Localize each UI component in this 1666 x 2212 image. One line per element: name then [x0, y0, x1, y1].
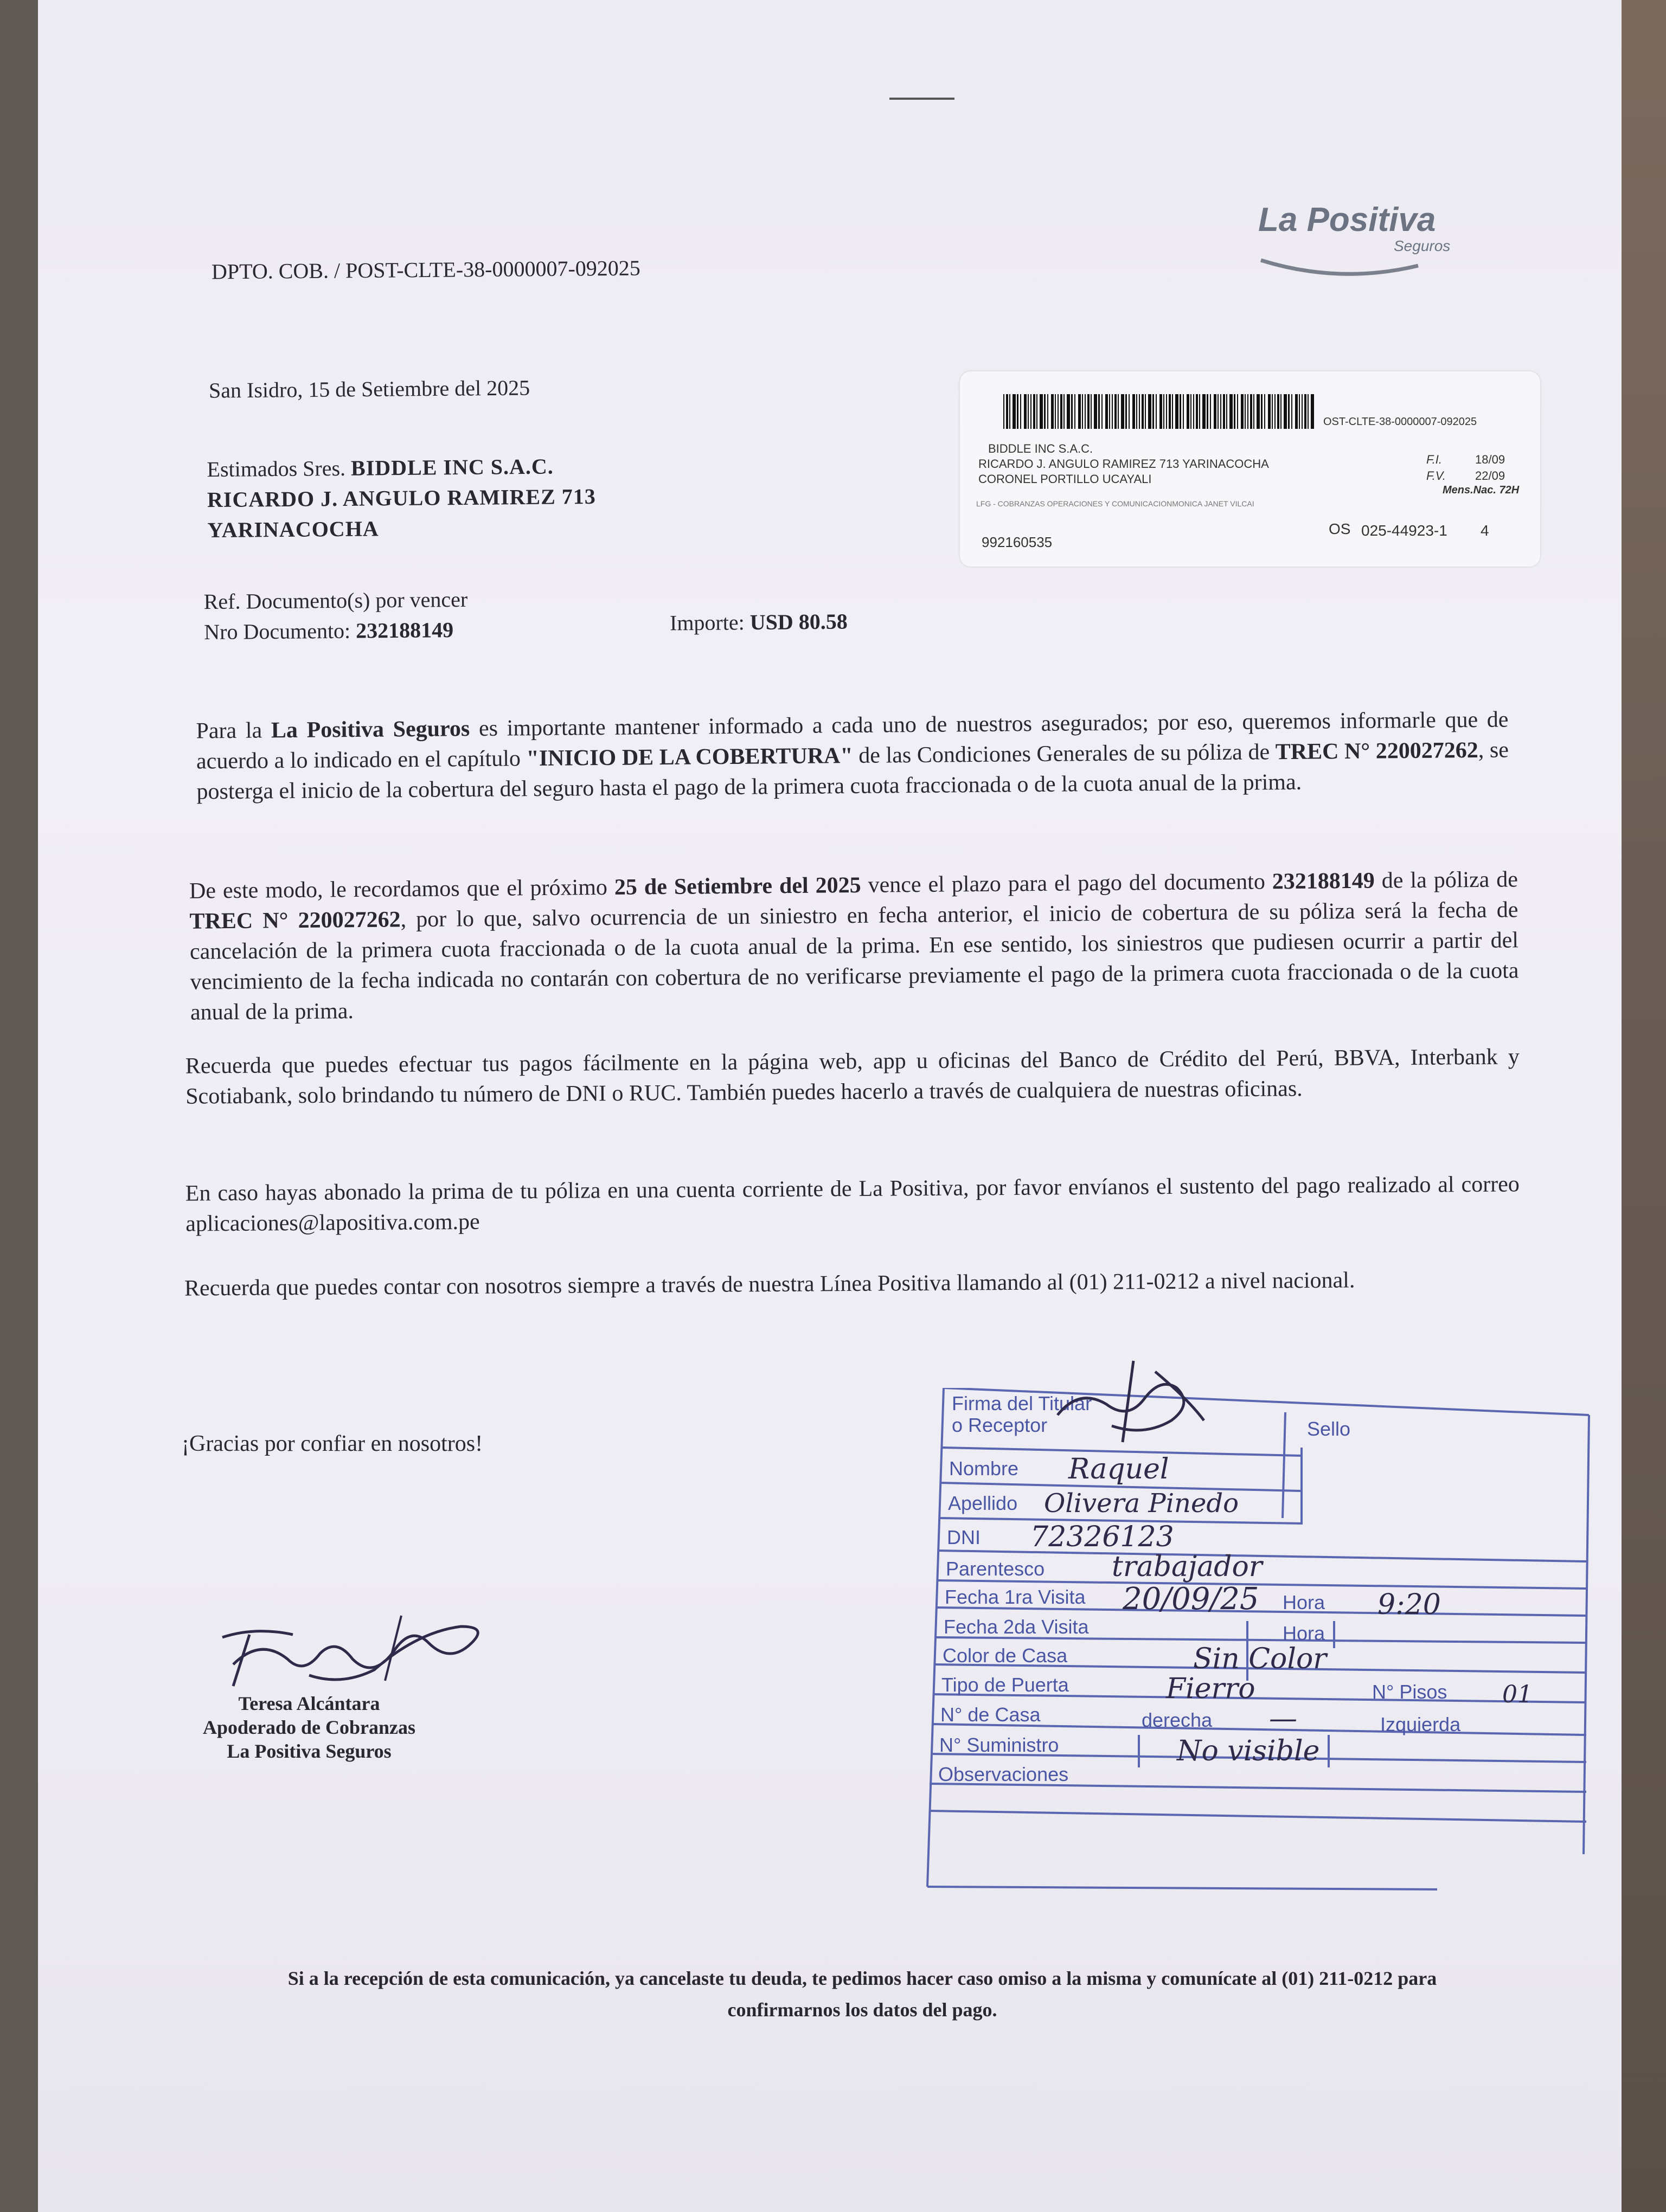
hw-color-casa: Sin Color — [1193, 1643, 1327, 1675]
body-paragraph-3: Recuerda que puedes efectuar tus pagos fácilmente en la página web, app u oficinas del Banco de Crédito del Perú, BBVA, Interbank y Scotiabank, solo brindando tu número de DNI o RUC. También puedes hacerlo a través de cualquiera de nuestras oficinas. — [185, 1044, 1520, 1109]
hw-nombre: Raquel — [1068, 1453, 1169, 1486]
label-company: BIDDLE INC S.A.C. — [988, 442, 1093, 455]
mens-code: Mens.Nac. 72H — [1443, 484, 1520, 496]
label-hora: Hora — [1283, 1591, 1325, 1613]
label-n-casa: N° de Casa — [940, 1703, 1041, 1726]
delivery-receipt-stamp — [922, 1388, 1594, 1892]
hw-dni: 72326123 — [1030, 1521, 1174, 1553]
mailing-label — [960, 371, 1540, 567]
logo-name: La Positiva — [1258, 201, 1436, 239]
label-code: OST-CLTE-38-0000007-092025 — [1323, 416, 1477, 428]
label-parentesco: Parentesco — [946, 1558, 1045, 1580]
hw-pisos: 01 — [1502, 1681, 1533, 1708]
amount-value: USD 80.58 — [749, 609, 848, 635]
recipient-block — [207, 451, 596, 545]
footer-line-2: confirmarnos los datos del pago. — [727, 1999, 997, 2021]
pen-mark — [889, 98, 954, 107]
signatory-name: Teresa Alcántara — [238, 1693, 380, 1714]
fi-label: F.I. — [1426, 453, 1442, 466]
label-line3: CORONEL PORTILLO UCAYALI — [978, 472, 1152, 486]
thanks-line: ¡Gracias por confiar en nosotros! — [182, 1431, 483, 1456]
label-area: LFG - COBRANZAS OPERACIONES Y COMUNICACIONMONICA JANET VILCAI — [976, 499, 1254, 508]
company-name: La Positiva Seguros — [271, 716, 470, 743]
hw-fecha-visita: 20/09/25 — [1123, 1581, 1259, 1617]
recipient-address: RICARDO J. ANGULO RAMIREZ 713 — [207, 484, 596, 512]
hw-n-casa: — — [1269, 1702, 1297, 1735]
os-label: OS — [1329, 520, 1351, 537]
label-color-casa: Color de Casa — [943, 1644, 1068, 1667]
receiver-signature-image — [1047, 1355, 1209, 1448]
hw-suministro: No visible — [1177, 1735, 1320, 1767]
label-fecha-1ra: Fecha 1ra Visita — [945, 1586, 1086, 1608]
body-paragraph-1: Para la La Positiva Seguros es importante mantener informado a cada uno de nuestros asegurados; por eso, queremos informarle que de acuerdo a lo indicado en el capítulo "INICIO DE LA COBERTURA" de las Condiciones Generales de su póliza de TREC N° 220027262, se posterga el inicio de la cobertura del seguro hasta el pago de la primera cuota fraccionada o de la cuota anual de la prima. — [196, 707, 1509, 805]
label-sello: Sello — [1307, 1418, 1351, 1440]
label-phone: 992160535 — [982, 534, 1053, 550]
label-receptor: o Receptor — [952, 1414, 1048, 1436]
hw-hora: 9:20 — [1377, 1589, 1441, 1621]
body-paragraph-5: Recuerda que puedes contar con nosotros siempre a través de nuestra Línea Positiva llamando al (01) 211-0212 a nivel nacional. — [184, 1268, 1355, 1301]
label-pisos: N° Pisos — [1372, 1681, 1447, 1703]
due-date: 25 de Setiembre del 2025 — [614, 872, 861, 900]
barcode — [1003, 394, 1318, 429]
footer-line-1: Si a la recepción de esta comunicación, ya cancelaste tu deuda, te pedimos hacer caso omiso a la misma y comunícate al (01) 211-0212 para — [287, 1967, 1437, 1989]
logo-subtitle: Seguros — [1394, 237, 1451, 254]
fv-label: F.V. — [1426, 469, 1446, 483]
label-dni: DNI — [947, 1526, 981, 1548]
label-nombre: Nombre — [949, 1457, 1019, 1480]
body-paragraph-2: De este modo, le recordamos que el próximo 25 de Setiembre del 2025 vence el plazo para el pago del documento 232188149 de la póliza de TREC N° 220027262, por lo que, salvo ocurrencia de un siniestro en fecha anterior, el inicio de cobertura de su póliza será la fecha de cancelación de la primera cuota fraccionada o de la cuota anual de la prima. En ese sentido, los siniestros que pudiesen ocurrir a partir del vencimiento de la fecha indicada no contarán con cobertura de no verificarse previamente el pago de la primera cuota fraccionada o de la cuota anual de la prima. — [189, 867, 1519, 1025]
reference-block — [204, 584, 468, 647]
label-fecha-2da: Fecha 2da Visita — [944, 1616, 1089, 1638]
letter-page — [38, 0, 1622, 2212]
body-paragraph-4: En caso hayas abonado la prima de tu póliza en una cuenta corriente de La Positiva, por favor envíanos el sustento del pago realizado al correo aplicaciones@lapositiva.com.pe — [185, 1172, 1520, 1237]
signature-image — [212, 1605, 494, 1697]
label-izquierda: Izquierda — [1380, 1713, 1461, 1735]
amount-line — [670, 607, 848, 639]
doc-number: 232188149 — [355, 618, 454, 643]
label-firma: Firma del Titular — [952, 1392, 1092, 1414]
policy-number: TREC N° 220027262 — [1275, 737, 1479, 765]
signatory-company: La Positiva Seguros — [227, 1740, 392, 1762]
la-positiva-logo — [1258, 201, 1486, 282]
hw-parentesco: trabajador — [1112, 1551, 1263, 1583]
hw-tipo-puerta: Fierro — [1166, 1673, 1255, 1705]
doc-label: Nro Documento: — [204, 618, 351, 645]
policy-number-2: TREC N° 220027262 — [189, 907, 401, 934]
hw-apellido: Olivera Pinedo — [1044, 1488, 1239, 1519]
reference-line: Ref. Documento(s) por vencer — [203, 587, 468, 614]
label-address: RICARDO J. ANGULO RAMIREZ 713 YARINACOCHA — [978, 457, 1269, 471]
label-hora-2: Hora — [1283, 1622, 1325, 1644]
label-suministro: N° Suministro — [939, 1734, 1059, 1756]
fi-value: 18/09 — [1475, 453, 1505, 466]
receipt-grid — [922, 1388, 1594, 1892]
label-observaciones: Observaciones — [938, 1763, 1069, 1785]
chapter-title: "INICIO DE LA COBERTURA" — [526, 743, 853, 771]
document-number: 232188149 — [1272, 868, 1375, 895]
label-count: 4 — [1481, 522, 1489, 539]
os-value: 025-44923-1 — [1361, 522, 1447, 539]
signatory-block — [195, 1692, 423, 1763]
footer-note — [201, 1963, 1524, 2025]
recipient-company: BIDDLE INC S.A.C. — [350, 454, 554, 480]
date-line: San Isidro, 15 de Setiembre del 2025 — [208, 375, 530, 403]
signatory-role: Apoderado de Cobranzas — [202, 1716, 416, 1738]
fv-value: 22/09 — [1475, 469, 1505, 483]
label-tipo-puerta: Tipo de Puerta — [941, 1674, 1069, 1696]
recipient-city: YARINACOCHA — [207, 516, 379, 543]
label-derecha: derecha — [1142, 1709, 1213, 1731]
department-reference: DPTO. COB. / POST-CLTE-38-0000007-092025 — [211, 255, 641, 284]
label-apellido: Apellido — [948, 1492, 1018, 1514]
amount-label: Importe: — [669, 610, 745, 635]
logo-swoosh-icon — [1258, 244, 1421, 276]
greeting: Estimados Sres. — [207, 455, 346, 482]
